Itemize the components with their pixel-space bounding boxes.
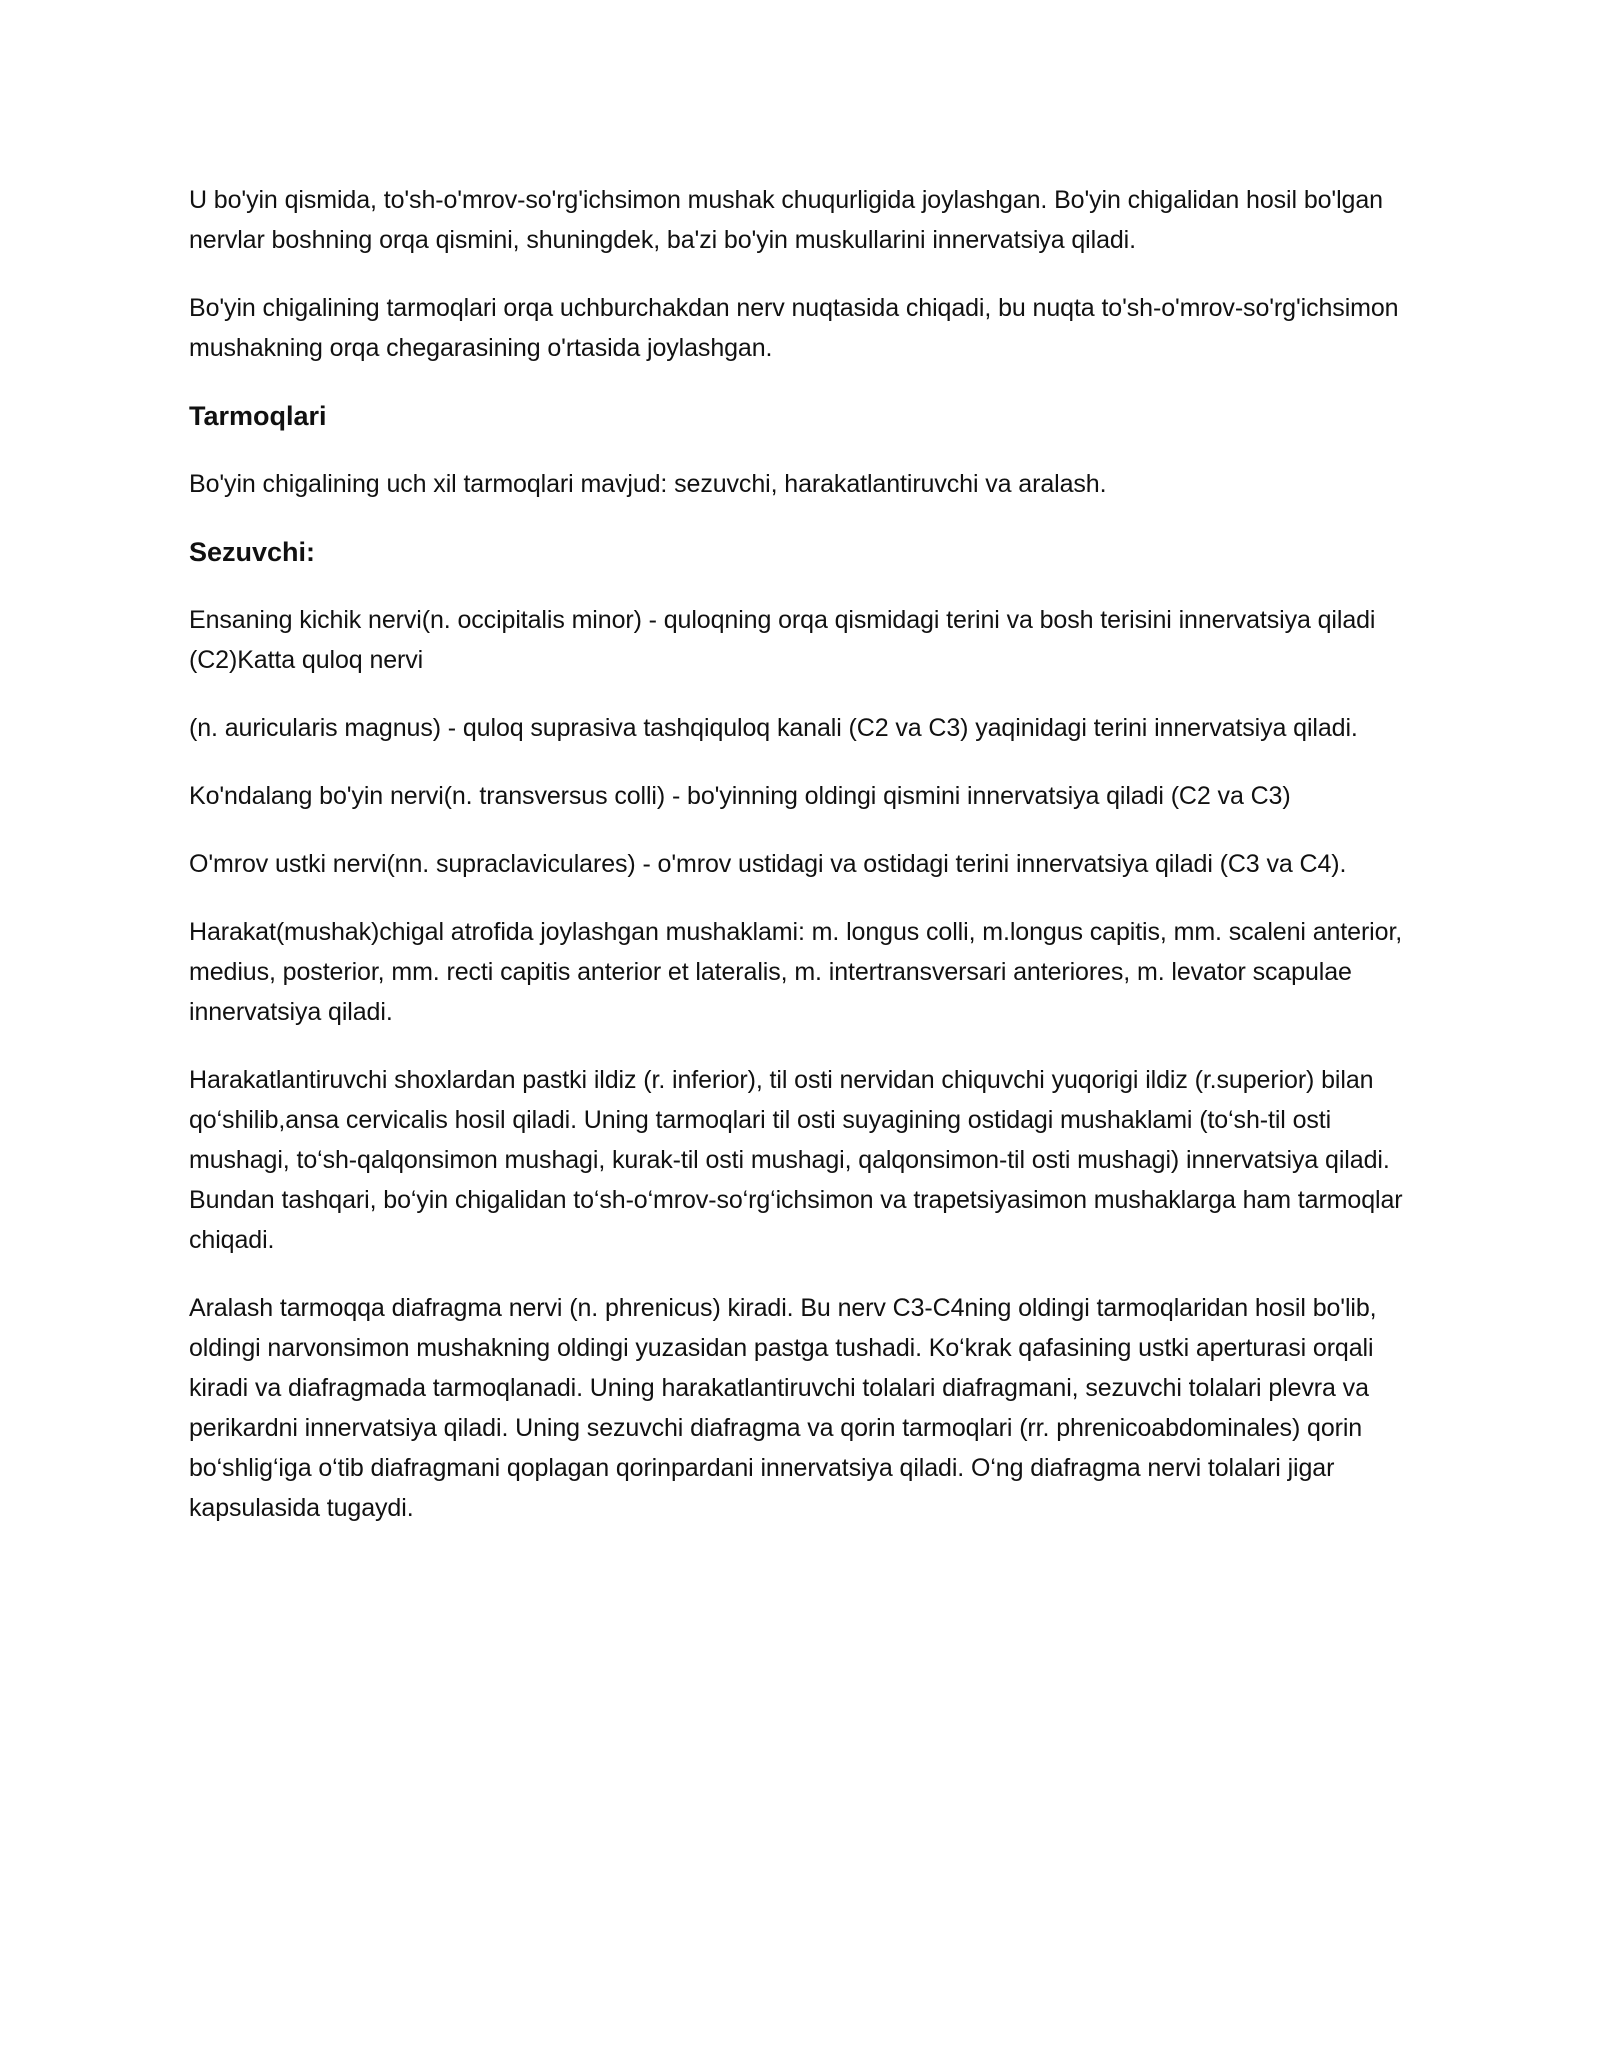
paragraph-branch-types: Bo'yin chigalining uch xil tarmoqlari mavjud: sezuvchi, harakatlantiruvchi va aralash. [189, 470, 1107, 498]
paragraph-transversus-colli: Ko'ndalang bo'yin nervi(n. transversus colli) - bo'yinning oldingi qismini innervatsiya qiladi (C2 va C3) [189, 782, 1291, 810]
paragraph-supraclaviculares: O'mrov ustki nervi(nn. supraclaviculares) - o'mrov ustidagi va ostidagi terini innervatsiya qiladi (C3 va C4). [189, 850, 1347, 878]
paragraph-motor-muscles: Harakat(mushak)chigal atrofida joylashgan mushaklami: m. longus colli, m.longus capitis, mm. scaleni anterior, medius, posterior, mm. recti capitis anterior et lateralis, m. intertransversari anteriores, m. levator scapulae innervatsiya qiladi. [189, 918, 1403, 1026]
heading-tarmoqlari: Tarmoqlari [189, 401, 327, 431]
paragraph-phrenicus: Aralash tarmoqqa diafragma nervi (n. phrenicus) kiradi. Bu nerv C3-C4ning oldingi tarmoqlaridan hosil bo'lib, oldingi narvonsimon mushakning oldingi yuzasidan pastga tushadi. Ko‘krak qafasining ustki aperturasi orqali kiradi va diafragmada tarmoqlanadi. Uning harakatlantiruvchi tolalari diafragmani, sezuvchi tolalari plevra va perikardni innervatsiya qiladi. Uning sezuvchi diafragma va qorin tarmoqlari (rr. phrenicoabdominales) qorin bo‘shlig‘iga o‘tib diafragmani qoplagan qorinpardani innervatsiya qiladi. O‘ng diafragma nervi tolalari jigar kapsulasida tugaydi. [189, 1294, 1377, 1522]
document-page [189, 180, 1429, 1556]
paragraph-ansa-cervicalis: Harakatlantiruvchi shoxlardan pastki ildiz (r. inferior), til osti nervidan chiquvchi yuqorigi ildiz (r.superior) bilan qo‘shilib,ansa cervicalis hosil qiladi. Uning tarmoqlari til osti suyagining ostidagi mushaklami (to‘sh-til osti mushagi, to‘sh-qalqonsimon mushagi, kurak-til osti mushagi, qalqonsimon-til osti mushagi) innervatsiya qiladi. Bundan tashqari, bo‘yin chigalidan to‘sh-o‘mrov-so‘rg‘ichsimon va trapetsiyasimon mushaklarga ham tarmoqlar chiqadi. [189, 1066, 1403, 1254]
paragraph-occipitalis-minor: Ensaning kichik nervi(n. occipitalis minor) - quloqning orqa qismidagi terini va bosh terisini innervatsiya qiladi (C2)Katta quloq nervi [189, 606, 1376, 674]
paragraph-auricularis-magnus: (n. auricularis magnus) - quloq suprasiva tashqiquloq kanali (C2 va C3) yaqinidagi terini innervatsiya qiladi. [189, 714, 1358, 742]
paragraph-nerve-point: Bo'yin chigalining tarmoqlari orqa uchburchakdan nerv nuqtasida chiqadi, bu nuqta to'sh-o'mrov-so'rg'ichsimon mushakning orqa chegarasining o'rtasida joylashgan. [189, 294, 1399, 362]
heading-sezuvchi: Sezuvchi: [189, 537, 316, 567]
paragraph-intro: U bo'yin qismida, to'sh-o'mrov-so'rg'ichsimon mushak chuqurligida joylashgan. Bo'yin chigalidan hosil bo'lgan nervlar boshning orqa qismini, shuningdek, ba'zi bo'yin muskullarini innervatsiya qiladi. [189, 186, 1383, 254]
